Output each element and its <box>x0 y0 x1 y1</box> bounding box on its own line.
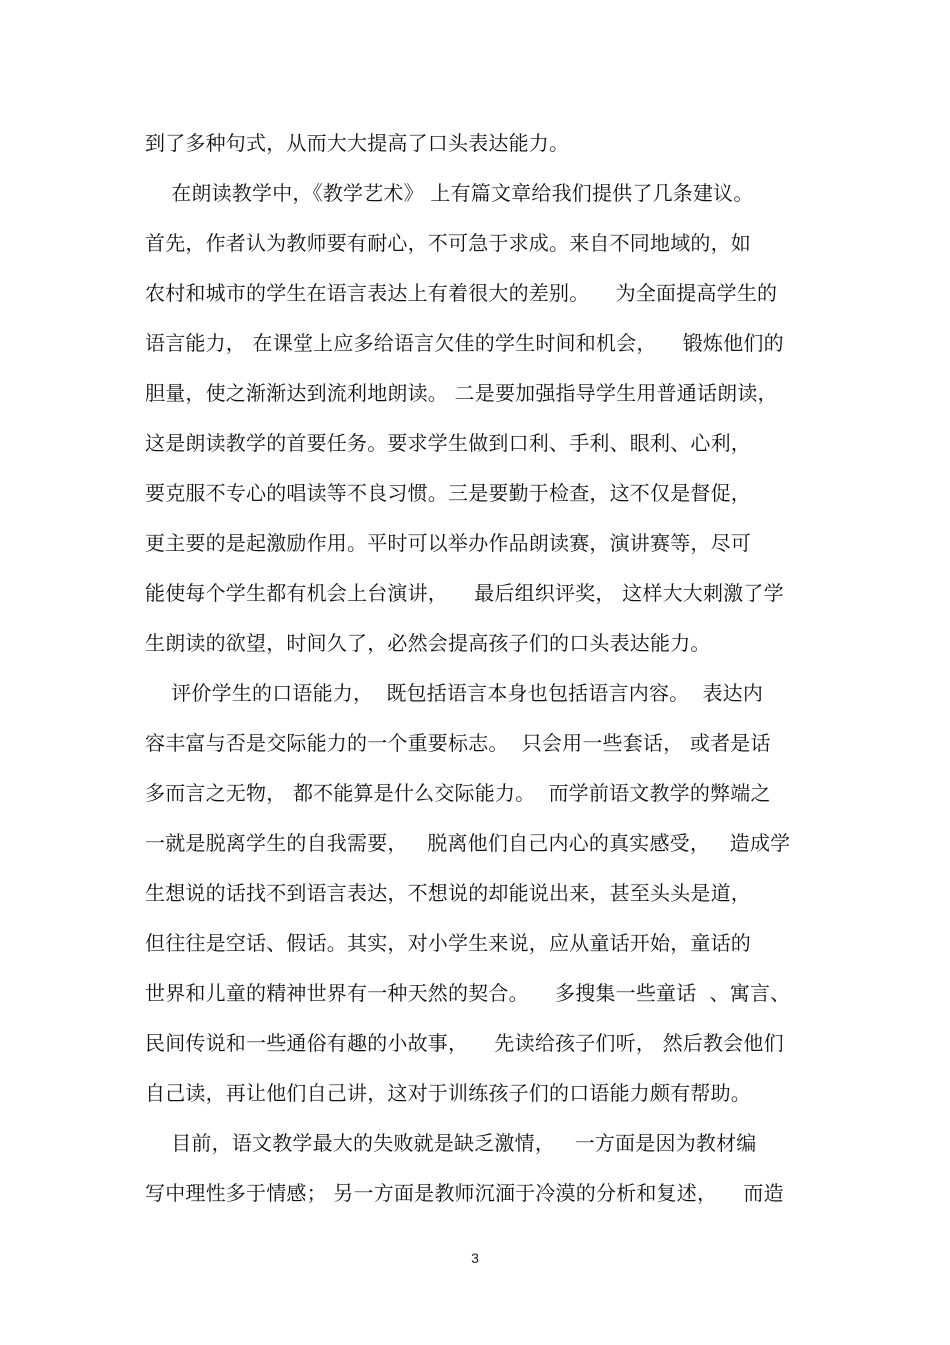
text-line: 自己读，再让他们自己讲，这对于训练孩子们的口语能力颇有帮助。 <box>145 1081 751 1105</box>
text-line: 能使每个学生都有机会上台演讲， 最后组织评奖， 这样大大刺激了学 <box>145 581 784 605</box>
text-line: 世界和儿童的精神世界有一种天然的契合。 多搜集一些童话 、寓言、 <box>145 981 791 1005</box>
text-line: 更主要的是起激励作用。平时可以举办作品朗读赛，演讲赛等，尽可 <box>145 531 751 555</box>
body-text <box>145 118 825 1218</box>
text-line: 民间传说和一些通俗有趣的小故事， 先读给孩子们听， 然后教会他们 <box>145 1031 784 1055</box>
text-line: 容丰富与否是交际能力的一个重要标志。 只会用一些套话， 或者是话 <box>145 731 771 755</box>
page-number: 3 <box>471 1250 479 1266</box>
text-line: 生朗读的欲望，时间久了，必然会提高孩子们的口头表达能力。 <box>145 631 711 655</box>
text-line: 但往往是空话、假话。其实，对小学生来说，应从童话开始，童话的 <box>145 931 751 955</box>
text-line: 一就是脱离学生的自我需要， 脱离他们自己内心的真实感受， 造成学 <box>145 831 791 855</box>
text-line: 目前，语文教学最大的失败就是缺乏激情， 一方面是因为教材编 <box>145 1131 757 1155</box>
text-line: 农村和城市的学生在语言表达上有着很大的差别。 为全面提高学生的 <box>145 281 778 305</box>
text-line: 评价学生的口语能力， 既包括语言本身也包括语言内容。 表达内 <box>145 681 764 705</box>
text-line: 语言能力， 在课堂上应多给语言欠佳的学生时间和机会， 锻炼他们的 <box>145 331 784 355</box>
text-line: 写中理性多于情感； 另一方面是教师沉湎于冷漠的分析和复述， 而造 <box>145 1181 784 1205</box>
text-line: 生想说的话找不到语言表达，不想说的却能说出来，甚至头头是道， <box>145 881 751 905</box>
text-line: 首先，作者认为教师要有耐心，不可急于求成。来自不同地域的，如 <box>145 231 751 255</box>
text-line: 多而言之无物， 都不能算是什么交际能力。 而学前语文教学的弊端之 <box>145 781 771 805</box>
text-line: 要克服不专心的唱读等不良习惯。三是要勤于检查，这不仅是督促， <box>145 481 751 505</box>
text-line: 这是朗读教学的首要任务。要求学生做到口利、手利、眼利、心利， <box>145 431 751 455</box>
text-line: 胆量，使之渐渐达到流利地朗读。 二是要加强指导学生用普通话朗读， <box>145 381 778 405</box>
text-line: 到了多种句式，从而大大提高了口头表达能力。 <box>145 131 570 155</box>
text-line: 在朗读教学中，《教学艺术》 上有篇文章给我们提供了几条建议。 <box>145 181 754 205</box>
